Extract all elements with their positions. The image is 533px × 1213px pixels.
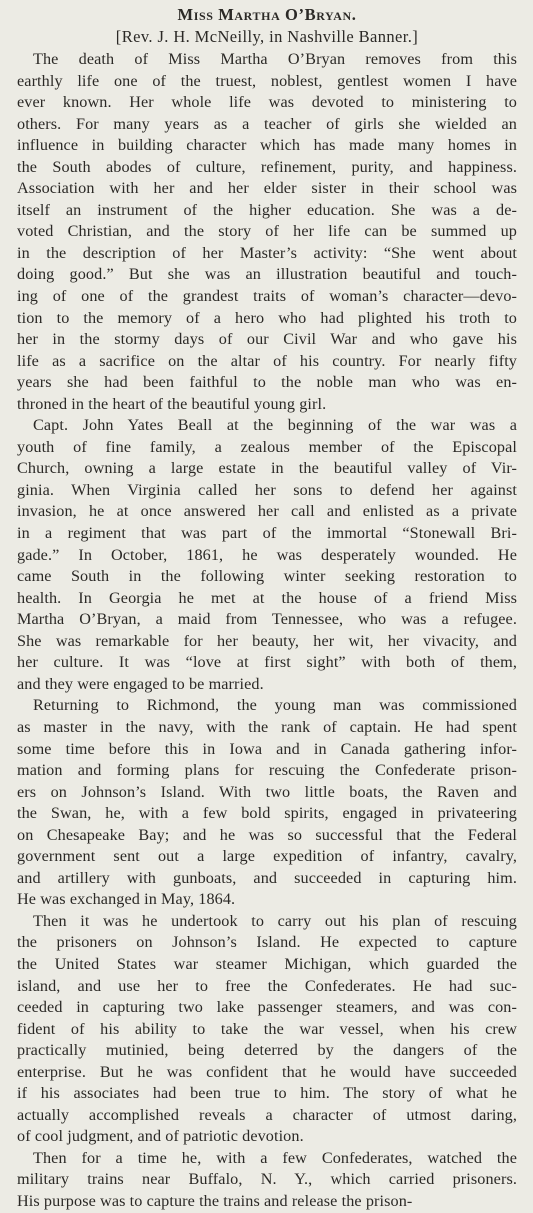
text-line: life as a sacrifice on the altar of his country. For nearly fifty (17, 351, 517, 370)
text-line: practically mutinied, being deterred by the dangers of the (17, 1041, 517, 1060)
text-line: Capt. John Yates Beall at the beginning of the war was a (33, 416, 517, 435)
text-line: earthly life one of the truest, noblest, gentlest women I have (17, 71, 517, 90)
text-line: Then for a time he, with a few Confederates, watched the (33, 1148, 517, 1167)
text-line: of cool judgment, and of patriotic devotion. (17, 1127, 304, 1146)
text-line: years she had been faithful to the noble man who was en- (17, 373, 517, 392)
article-byline: [Rev. J. H. McNeilly, in Nashville Banner.] (115, 27, 419, 46)
text-line: enterprise. But he was confident that he would have succeeded (17, 1062, 517, 1081)
text-line: ever known. Her whole life was devoted to ministering to (17, 93, 517, 112)
text-line: some time before this in Iowa and in Canada gathering infor- (17, 739, 517, 758)
text-line: youth of fine family, a zealous member of the Episcopal (17, 437, 517, 456)
text-line: as master in the navy, with the rank of captain. He had spent (17, 717, 517, 736)
article-body (17, 49, 517, 1213)
text-line: in a regiment that was part of the immortal “Stonewall Bri- (17, 524, 517, 543)
text-line: influence in building character which has made many homes in (17, 136, 517, 155)
text-line: ing of one of the grandest traits of woman’s character—devo- (17, 287, 517, 306)
text-line: others. For many years as a teacher of girls she wielded an (17, 114, 517, 133)
text-line: military trains near Buffalo, N. Y., which carried prisoners. (17, 1170, 517, 1189)
text-line: mation and forming plans for rescuing the Confederate prison- (17, 761, 517, 780)
text-line: government sent out a large expedition of infantry, cavalry, (17, 847, 517, 866)
text-line: tion to the memory of a hero who had plighted his troth to (17, 308, 517, 327)
text-line: ers on Johnson’s Island. With two little boats, the Raven and (17, 782, 517, 801)
text-line: Martha O’Bryan, a maid from Tennessee, who was a refugee. (17, 610, 517, 629)
paragraph (17, 415, 517, 695)
text-line: itself an instrument of the higher education. She was a de- (17, 200, 517, 219)
text-line: doing good.” But she was an illustration beautiful and touch- (17, 265, 517, 284)
text-line: gade.” In October, 1861, he was desperately wounded. He (17, 545, 517, 564)
text-line: actually accomplished reveals a character of utmost daring, (17, 1105, 517, 1124)
article-title (17, 4, 517, 26)
text-line: health. In Georgia he met at the house of a friend Miss (17, 588, 517, 607)
text-line: His purpose was to capture the trains and release the prison- (17, 1191, 413, 1210)
text-line: the United States war steamer Michigan, which guarded the (17, 954, 517, 973)
text-line: He was exchanged in May, 1864. (17, 890, 236, 909)
text-line: came South in the following winter seeking restoration to (17, 567, 517, 586)
text-line: Then it was he undertook to carry out his plan of rescuing (33, 911, 517, 930)
text-line: The death of Miss Martha O’Bryan removes from this (33, 50, 517, 68)
text-line: her culture. It was “love at first sight” with both of them, (17, 653, 517, 672)
text-line: ceeded in capturing two lake passenger steamers, and was con- (17, 998, 517, 1017)
text-line: the South abodes of culture, refinement, purity, and happiness. (17, 157, 517, 176)
paragraph (17, 1148, 517, 1213)
text-line: on Chesapeake Bay; and he was so successful that the Federal (17, 825, 517, 844)
text-line: She was remarkable for her beauty, her wit, her vivacity, and (17, 631, 517, 650)
text-line: and artillery with gunboats, and succeeded in capturing him. (17, 868, 517, 887)
text-line: her in the stormy days of our Civil War and who gave his (17, 330, 517, 349)
text-line: and they were engaged to be married. (17, 674, 264, 693)
text-line: ginia. When Virginia called her sons to defend her against (17, 480, 517, 499)
text-line: throned in the heart of the beautiful young girl. (17, 394, 327, 413)
text-line: the prisoners on Johnson’s Island. He expected to capture (17, 933, 517, 952)
text-line: in the description of her Master’s activity: “She went about (17, 243, 517, 262)
text-line: the Swan, he, with a few bold spirits, engaged in privateering (17, 804, 517, 823)
text-line: invasion, he at once answered her call and enlisted as a private (17, 502, 517, 521)
article-title-text: Miss Martha O’Bryan. (177, 5, 357, 24)
paragraph (17, 695, 517, 910)
text-line: Returning to Richmond, the young man was commissioned (33, 696, 517, 715)
text-line: island, and use her to free the Confederates. He had suc- (17, 976, 517, 995)
text-line: Church, owning a large estate in the beautiful valley of Vir- (17, 459, 517, 478)
text-line: if his associates had been true to him. The story of what he (17, 1084, 517, 1103)
text-line: voted Christian, and the story of her life can be summed up (17, 222, 517, 241)
text-line: fident of his ability to take the war vessel, when his crew (17, 1019, 517, 1038)
paragraph (17, 49, 517, 415)
text-line: Association with her and her elder sister in their school was (17, 179, 517, 198)
paragraph (17, 911, 517, 1148)
